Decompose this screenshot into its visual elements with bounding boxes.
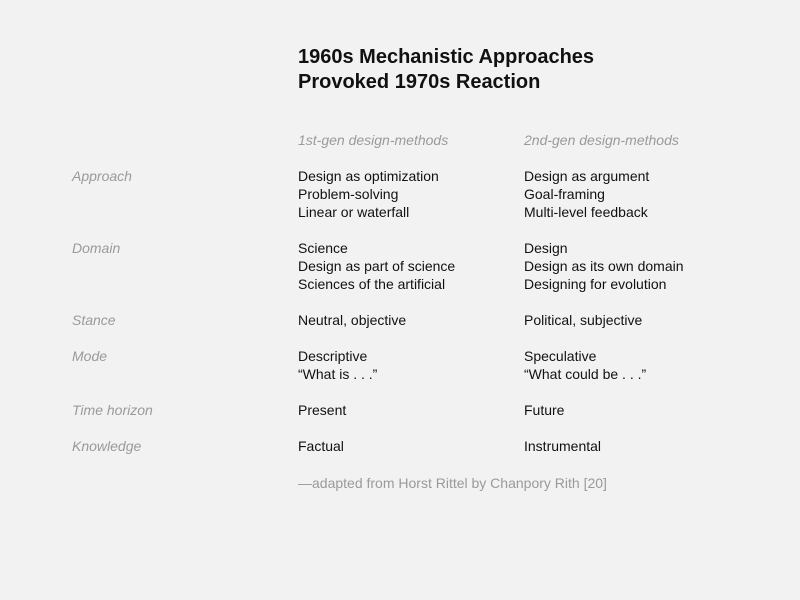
row-label-mode: Mode	[72, 348, 108, 364]
cell-line: Linear or waterfall	[298, 204, 410, 220]
title-line-2: Provoked 1970s Reaction	[298, 71, 541, 93]
cell-line: Science	[298, 240, 348, 256]
cell-mode-first-gen	[298, 347, 377, 383]
cell-mode-second-gen	[524, 347, 646, 383]
cell-stance-first-gen	[298, 311, 406, 329]
cell-line: Problem-solving	[298, 186, 399, 202]
row-label-approach: Approach	[72, 168, 132, 184]
row-label-knowledge: Knowledge	[72, 438, 142, 454]
cell-line: Political, subjective	[524, 312, 643, 328]
cell-line: Future	[524, 402, 565, 418]
cell-line: Neutral, objective	[298, 312, 407, 328]
row-label-domain: Domain	[72, 240, 121, 256]
cell-knowledge-first-gen	[298, 437, 344, 455]
cell-knowledge-second-gen	[524, 437, 601, 455]
cell-time-horizon-first-gen	[298, 401, 346, 419]
cell-time-horizon-second-gen	[524, 401, 564, 419]
cell-line: Multi-level feedback	[524, 204, 648, 220]
cell-line: Goal-framing	[524, 186, 605, 202]
cell-line: “What is . . .”	[298, 366, 378, 382]
cell-line: Present	[298, 402, 347, 418]
cell-line: Design	[524, 240, 568, 256]
cell-line: Design as argument	[524, 168, 650, 184]
cell-line: Sciences of the artificial	[298, 276, 446, 292]
column-header-first-gen: 1st-gen design-methods	[298, 132, 449, 148]
cell-line: Factual	[298, 438, 344, 454]
cell-line: “What could be . . .”	[524, 366, 647, 382]
cell-line: Speculative	[524, 348, 597, 364]
row-label-stance: Stance	[72, 312, 116, 328]
page-title	[298, 45, 594, 95]
cell-approach-first-gen	[298, 167, 439, 221]
cell-approach-second-gen	[524, 167, 649, 221]
cell-domain-first-gen	[298, 239, 455, 293]
title-line-1: 1960s Mechanistic Approaches	[298, 46, 595, 68]
cell-domain-second-gen	[524, 239, 684, 293]
cell-line: Descriptive	[298, 348, 368, 364]
cell-line: Design as its own domain	[524, 258, 684, 274]
cell-stance-second-gen	[524, 311, 642, 329]
column-header-second-gen: 2nd-gen design-methods	[524, 132, 679, 148]
source-attribution: —adapted from Horst Rittel by Chanpory Rith [20]	[298, 475, 607, 491]
cell-line: Designing for evolution	[524, 276, 667, 292]
row-label-time-horizon: Time horizon	[72, 402, 153, 418]
cell-line: Design as part of science	[298, 258, 456, 274]
cell-line: Instrumental	[524, 438, 602, 454]
cell-line: Design as optimization	[298, 168, 439, 184]
